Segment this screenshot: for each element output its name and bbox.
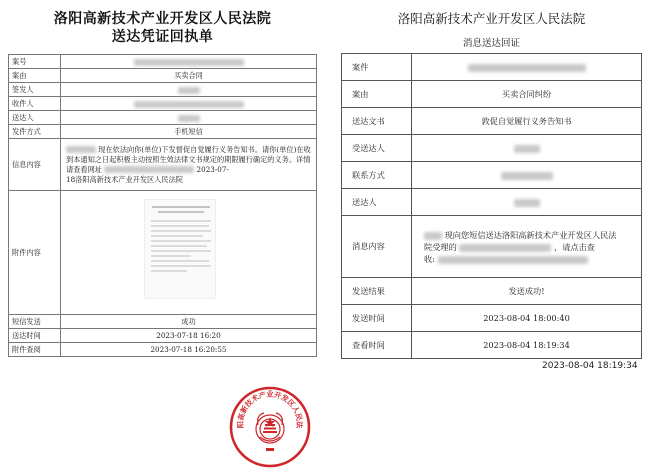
table-row — [342, 278, 642, 305]
send-time-value: 2023-08-04 18:00:40 — [412, 305, 642, 332]
serve-time-value: 2023-07-18 16:20 — [61, 329, 317, 343]
message-text-2: 院受理的 — [424, 241, 457, 252]
attachment-thumbnail — [144, 199, 216, 299]
send-result-label: 发送结果 — [342, 278, 412, 305]
cause-label: 案由 — [9, 69, 61, 83]
serve-time-label: 送达时间 — [9, 329, 61, 343]
table-row — [342, 108, 642, 135]
table-row — [9, 139, 317, 191]
table-row — [342, 189, 642, 216]
seal-text: 阳高新技术产业开发区人民法 — [235, 389, 305, 429]
recipient-value-redacted — [412, 135, 642, 162]
view-time-value: 2023-08-04 18:19:34 — [412, 332, 642, 359]
read-time-value: 2023-07-18 16:20:55 — [61, 343, 317, 357]
server-label: 送达人 — [9, 111, 61, 125]
server-label: 送达人 — [342, 189, 412, 216]
attachment-cell — [61, 191, 317, 315]
contact-value-redacted — [412, 162, 642, 189]
view-time-label: 查看时间 — [342, 332, 412, 359]
table-row — [9, 329, 317, 343]
court-seal-icon — [228, 385, 312, 469]
delivery-table — [341, 53, 642, 359]
table-row — [9, 83, 317, 97]
table-row — [342, 216, 642, 278]
table-row — [9, 69, 317, 83]
server-value-redacted — [61, 111, 317, 125]
send-method-label: 发件方式 — [9, 125, 61, 139]
table-row — [9, 125, 317, 139]
case-no-label: 案号 — [9, 55, 61, 69]
info-text-2: 2023-07- — [196, 164, 229, 174]
court-name-title: 洛阳高新技术产业开发区人民法院 — [397, 11, 586, 26]
table-row — [342, 305, 642, 332]
message-delivery-document — [333, 0, 650, 471]
send-time-label: 发送时间 — [342, 305, 412, 332]
table-row — [9, 97, 317, 111]
delivery-cert-title: 消息送达回证 — [462, 38, 520, 49]
table-row — [342, 162, 642, 189]
message-text-3: ，请点击查 — [553, 241, 595, 252]
sms-status-value: 成功 — [61, 315, 317, 329]
send-result-value: 发送成功! — [412, 278, 642, 305]
send-method-value: 手机短信 — [61, 125, 317, 139]
issuer-value-redacted — [61, 83, 317, 97]
table-row — [9, 315, 317, 329]
receipt-title: 送达凭证回执单 — [111, 29, 214, 45]
svg-text:洛阳高新技术产业开发区人民法院 — [228, 385, 304, 429]
sms-status-label: 短信发送 — [9, 315, 61, 329]
message-content-value — [412, 216, 642, 278]
message-content-label: 消息内容 — [342, 216, 412, 278]
contact-label: 联系方式 — [342, 162, 412, 189]
recipient-label: 收件人 — [9, 97, 61, 111]
message-text-1: 现向您短信送达洛阳高新技术产业开发区人民法 — [444, 229, 617, 240]
table-row — [342, 332, 642, 359]
table-row — [9, 55, 317, 69]
info-text-3: 18洛阳高新技术产业开发区人民法院 — [66, 174, 183, 184]
table-row — [342, 54, 642, 81]
cause-value: 买卖合同纠纷 — [412, 81, 642, 108]
table-row — [9, 191, 317, 315]
table-row — [342, 135, 642, 162]
message-text-4: 收: — [424, 253, 435, 264]
table-row — [9, 343, 317, 357]
table-row — [9, 111, 317, 125]
footer-timestamp: 2023-08-04 18:19:34 — [542, 361, 638, 371]
document-label: 送达文书 — [342, 108, 412, 135]
read-time-label: 附件查阅 — [9, 343, 61, 357]
attachment-label: 附件内容 — [9, 191, 61, 315]
case-value-redacted — [412, 54, 642, 81]
case-no-value-redacted — [61, 55, 317, 69]
receipt-table — [8, 54, 317, 357]
issuer-label: 签发人 — [9, 83, 61, 97]
server-value-redacted — [412, 189, 642, 216]
recipient-value-redacted — [61, 97, 317, 111]
document-value: 敦促自觉履行义务告知书 — [412, 108, 642, 135]
recipient-label: 受送达人 — [342, 135, 412, 162]
info-text-1: 现在依法向你(单位)下发督促自觉履行义务告知书。请你(单位)在收到本通知之日起积极主动按照生效法律文书规定的期限履行确定的义务。详情请查看网址 — [66, 144, 311, 174]
table-row — [342, 81, 642, 108]
case-label: 案件 — [342, 54, 412, 81]
cause-value: 买卖合同 — [61, 69, 317, 83]
court-name-title: 洛阳高新技术产业开发区人民法院 — [53, 11, 272, 27]
info-content-label: 信息内容 — [9, 139, 61, 191]
info-content-value — [61, 139, 317, 191]
cause-label: 案由 — [342, 81, 412, 108]
